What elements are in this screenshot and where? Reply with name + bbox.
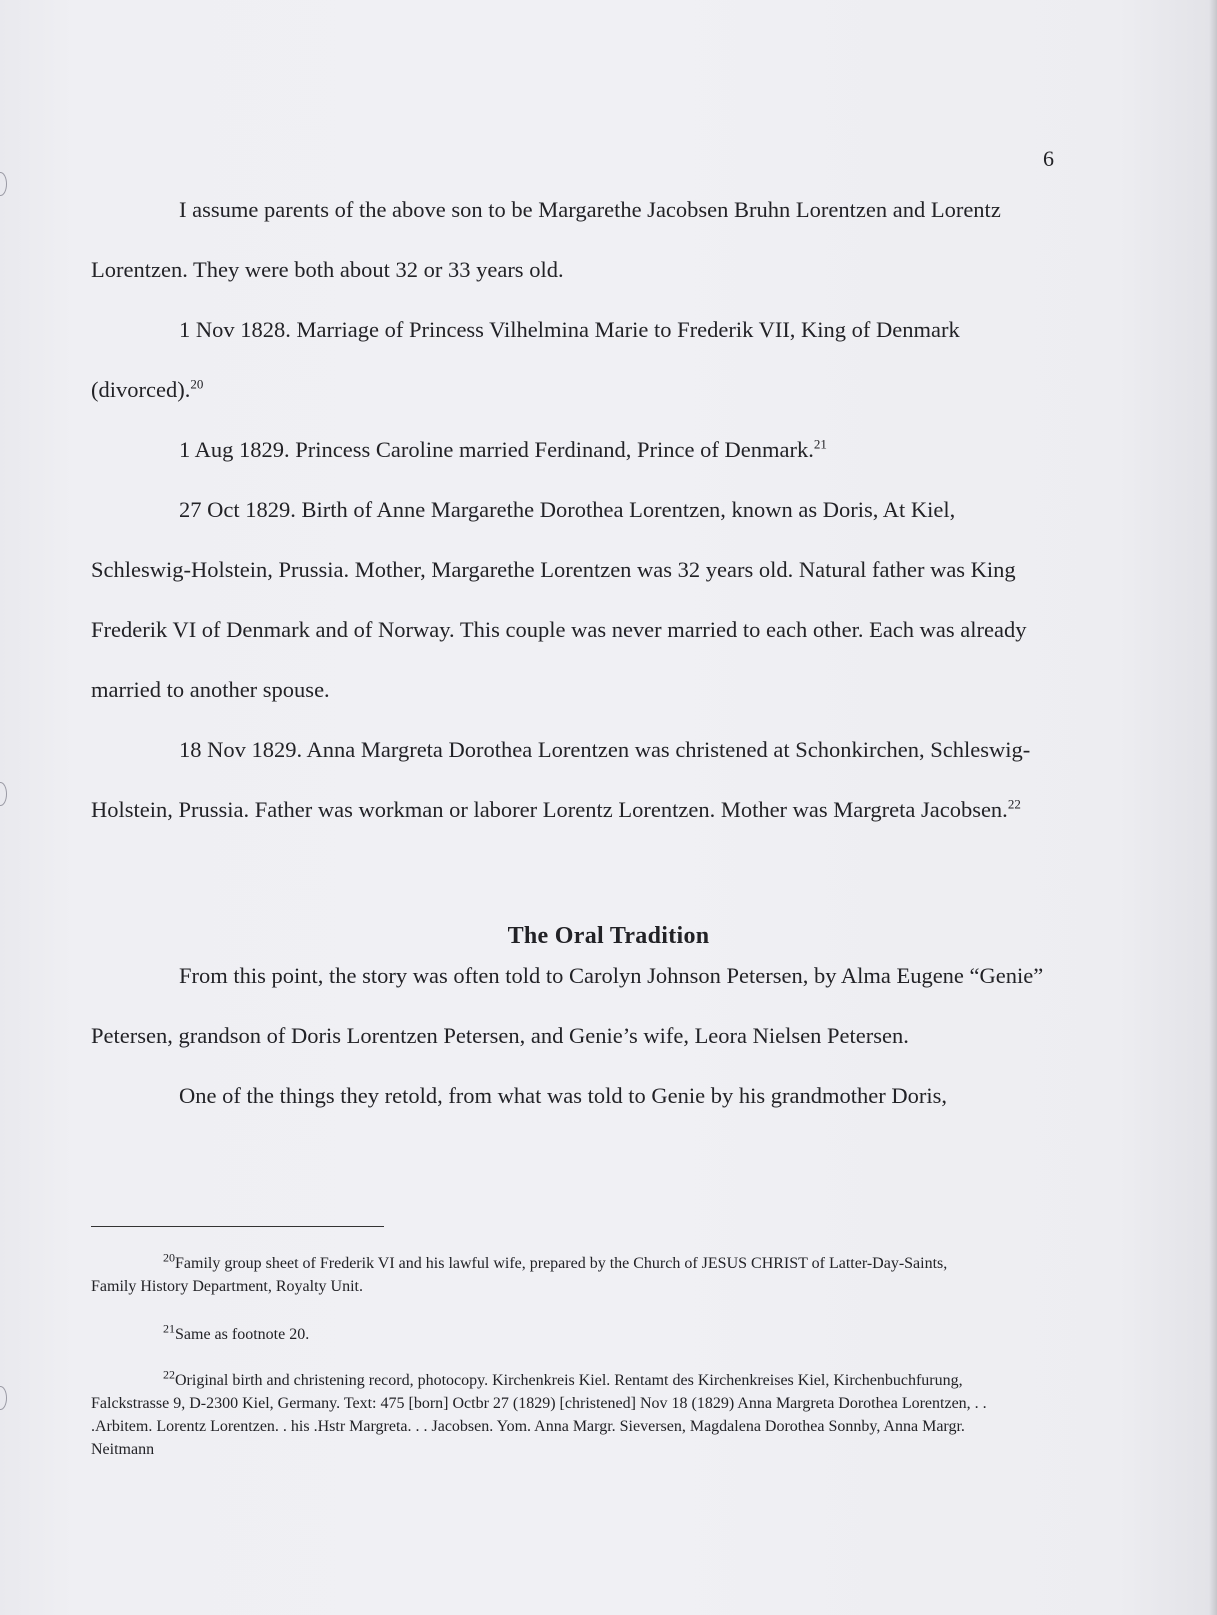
body-section-1 bbox=[91, 180, 1051, 840]
footnote-number: 22 bbox=[163, 1367, 175, 1382]
binder-hole-mark bbox=[0, 1386, 7, 1410]
section-heading: The Oral Tradition bbox=[507, 923, 710, 949]
footnote-text: Same as footnote 20. bbox=[175, 1326, 310, 1343]
footnote-text: Family group sheet of Frederik VI and his lawful wife, prepared by the Church of JESUS CHRIST of Latter-Day-Saints, Family History Department, Royalty Unit. bbox=[91, 1255, 948, 1295]
footnote-number: 20 bbox=[163, 1250, 175, 1265]
footnote-22 bbox=[91, 1369, 991, 1461]
footnote-ref-22[interactable]: 22 bbox=[1007, 796, 1021, 812]
binder-hole-mark bbox=[0, 782, 7, 806]
paragraph-marriage-1829: 1 Aug 1829. Princess Caroline married Ferdinand, Prince of Denmark.$^{21}$ bbox=[179, 436, 827, 462]
footnote-20 bbox=[91, 1252, 991, 1298]
footnote-ref-20[interactable]: 20 bbox=[190, 376, 204, 392]
footnote-number: 21 bbox=[163, 1321, 175, 1336]
paragraph-retold: One of the things they retold, from what was told to Genie by his grandmother Doris, bbox=[179, 1083, 947, 1108]
footnote-ref-21[interactable]: 21 bbox=[813, 436, 827, 452]
page-edge-shadow bbox=[1209, 0, 1217, 1615]
paragraph-parents: I assume parents of the above son to be Margarethe Jacobsen Bruhn Lorentzen and Lorentz Lorentzen. They were both about 32 or 33 years old. bbox=[91, 197, 1001, 282]
binder-hole-mark bbox=[0, 172, 7, 196]
footnote-separator bbox=[91, 1226, 384, 1227]
body-section-2 bbox=[91, 946, 1051, 1126]
paragraph-marriage-1828: 1 Nov 1828. Marriage of Princess Vilhelmina Marie to Frederik VII, King of Denmark (divorced).$^{20}$ bbox=[91, 317, 960, 402]
footnote-21 bbox=[91, 1323, 991, 1346]
paragraph-christening: 18 Nov 1829. Anna Margreta Dorothea Lorentzen was christened at Schonkirchen, Schleswig-Holstein, Prussia. Father was workman or laborer Lorentz Lorentzen. Mother was Margreta Jacobsen.$^{22}$ bbox=[91, 737, 1031, 822]
footnote-text: Original birth and christening record, photocopy. Kirchenkreis Kiel. Rentamt des Kirchenkreises Kiel, Kirchenbuchfurung, Falckstrasse 9, D-2300 Kiel, Germany. Text: 475 [born] Octbr 27 (1829) [christened] Nov 18 (1829) Anna Margreta Dorothea Lorentzen, . . .Arbitem. Lorentz Lorentzen. . his .Hstr Margreta. . . Jacobsen. Yom. Anna Margr. Sieversen, Magdalena Dorothea Sonnby, Anna Margr. Neitmann bbox=[91, 1372, 987, 1458]
paragraph-oral-story: From this point, the story was often told to Carolyn Johnson Petersen, by Alma Eugene “Genie” Petersen, grandson of Doris Lorentzen Petersen, and Genie’s wife, Leora Nielsen Petersen. bbox=[91, 963, 1044, 1048]
page-number: 6 bbox=[1043, 146, 1054, 171]
paragraph-birth-doris: 27 Oct 1829. Birth of Anne Margarethe Dorothea Lorentzen, known as Doris, At Kiel, Schleswig-Holstein, Prussia. Mother, Margarethe Lorentzen was 32 years old. Natural father was King Frederik VI of Denmark and of Norway. This couple was never married to each other. Each was already married to another spouse. bbox=[91, 497, 1027, 702]
